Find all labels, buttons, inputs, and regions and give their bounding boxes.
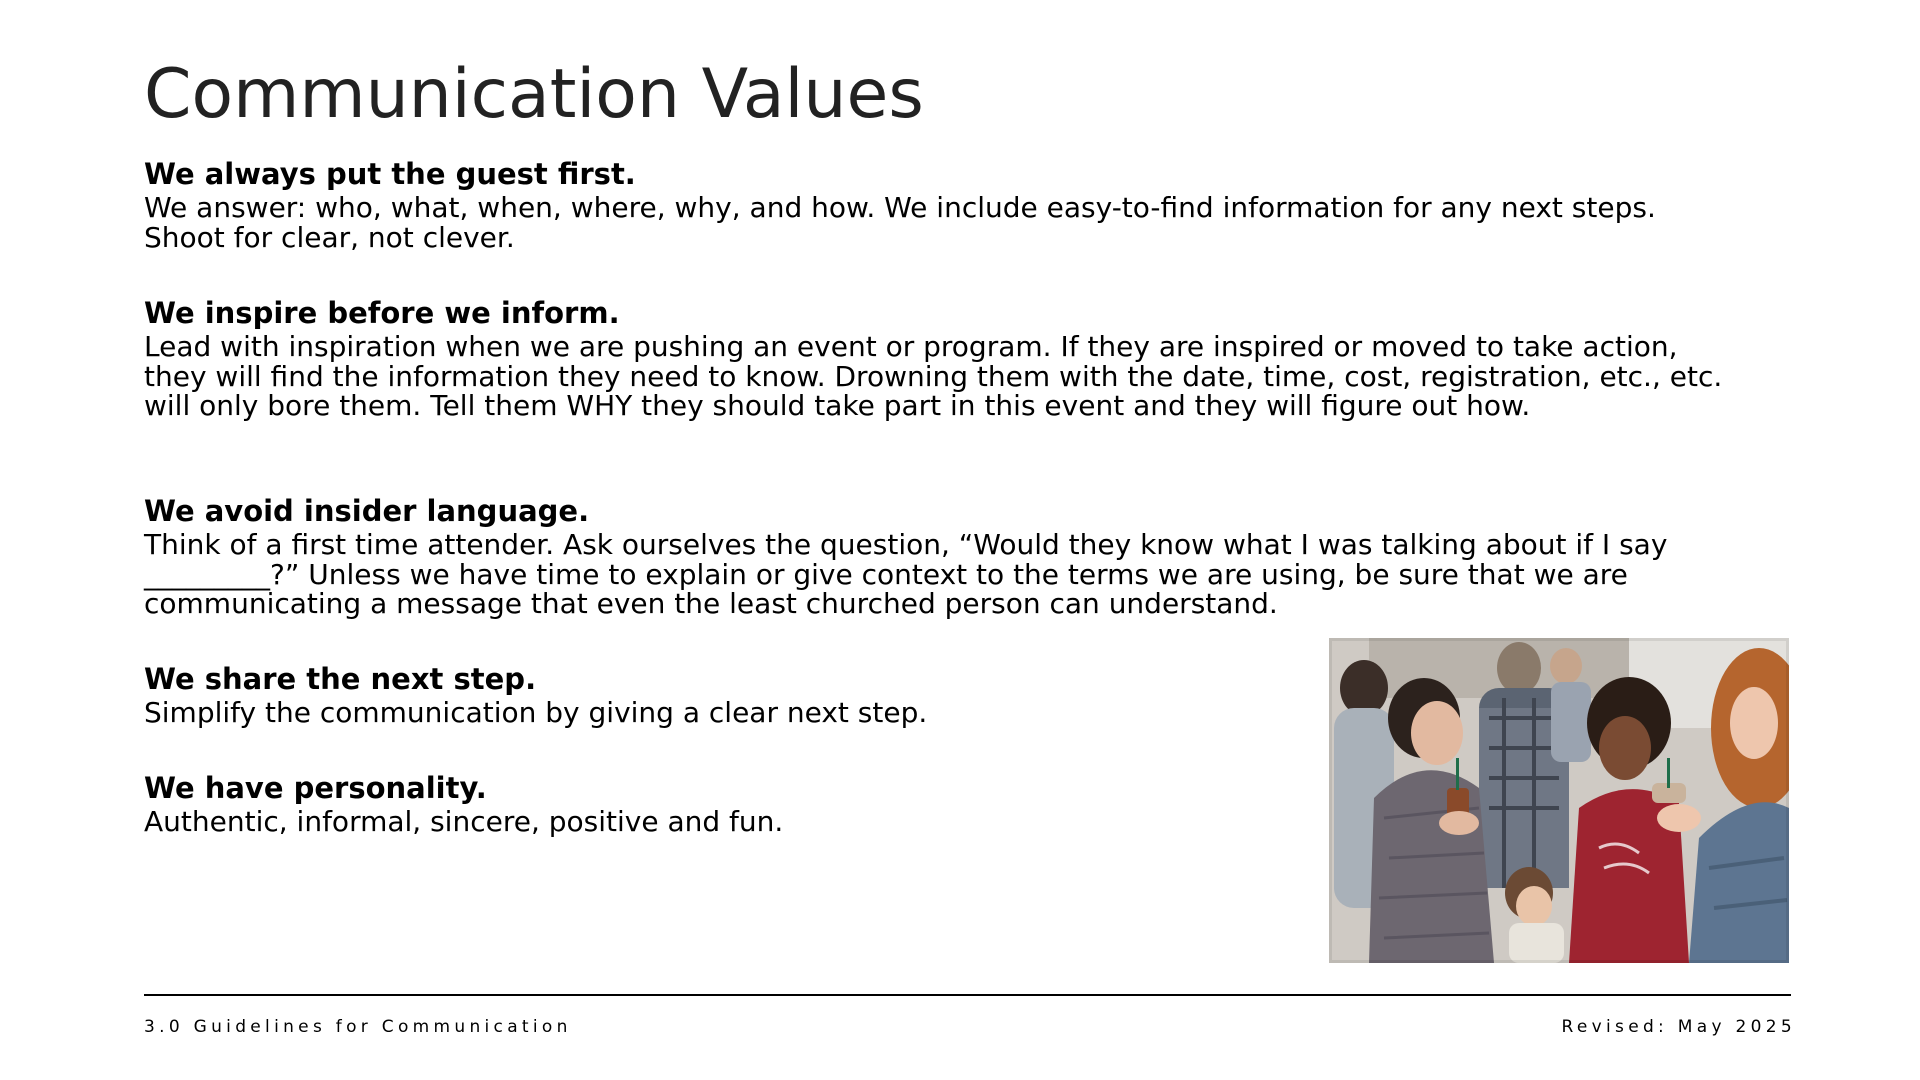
value-body: Simplify the communication by giving a clear next step. xyxy=(144,696,928,729)
value-heading: We avoid insider language. xyxy=(144,494,590,528)
footer-divider xyxy=(144,994,1791,996)
footer-revision-date: Revised: May 2025 xyxy=(1561,1017,1796,1037)
value-avoid-insider-language xyxy=(144,493,1739,619)
people-photo-illustration xyxy=(1329,638,1789,963)
value-inspire-before-inform xyxy=(144,295,1739,421)
value-heading: We always put the guest first. xyxy=(144,157,636,191)
value-heading: We inspire before we inform. xyxy=(144,296,620,330)
footer-section-label: 3.0 Guidelines for Communication xyxy=(144,1017,572,1037)
value-heading: We share the next step. xyxy=(144,662,537,696)
value-heading: We have personality. xyxy=(144,771,487,805)
value-body: Lead with inspiration when we are pushing an event or program. If they are inspired or moved to take action, they will find the information they need to know. Drowning them with the date, time, cost, registration, etc., etc. will only bore them. Tell them WHY they should take part in this event and they will figure out how. xyxy=(144,330,1723,422)
value-body: Authentic, informal, sincere, positive and fun. xyxy=(144,805,784,838)
value-body: We answer: who, what, when, where, why, and how. We include easy-to-find information for any next steps. Shoot for clear, not clever. xyxy=(144,191,1656,254)
value-guest-first xyxy=(144,156,1704,252)
value-body: Think of a first time attender. Ask ourselves the question, “Would they know what I was talking about if I say _________?” Unless we have time to explain or give context to the terms we are using, be sure that we are communicating a message that even the least churched person can understand. xyxy=(144,528,1668,620)
value-next-step xyxy=(144,661,1294,728)
page-title: Communication Values xyxy=(144,55,924,134)
value-personality xyxy=(144,770,1294,837)
people-photo xyxy=(1329,638,1789,963)
